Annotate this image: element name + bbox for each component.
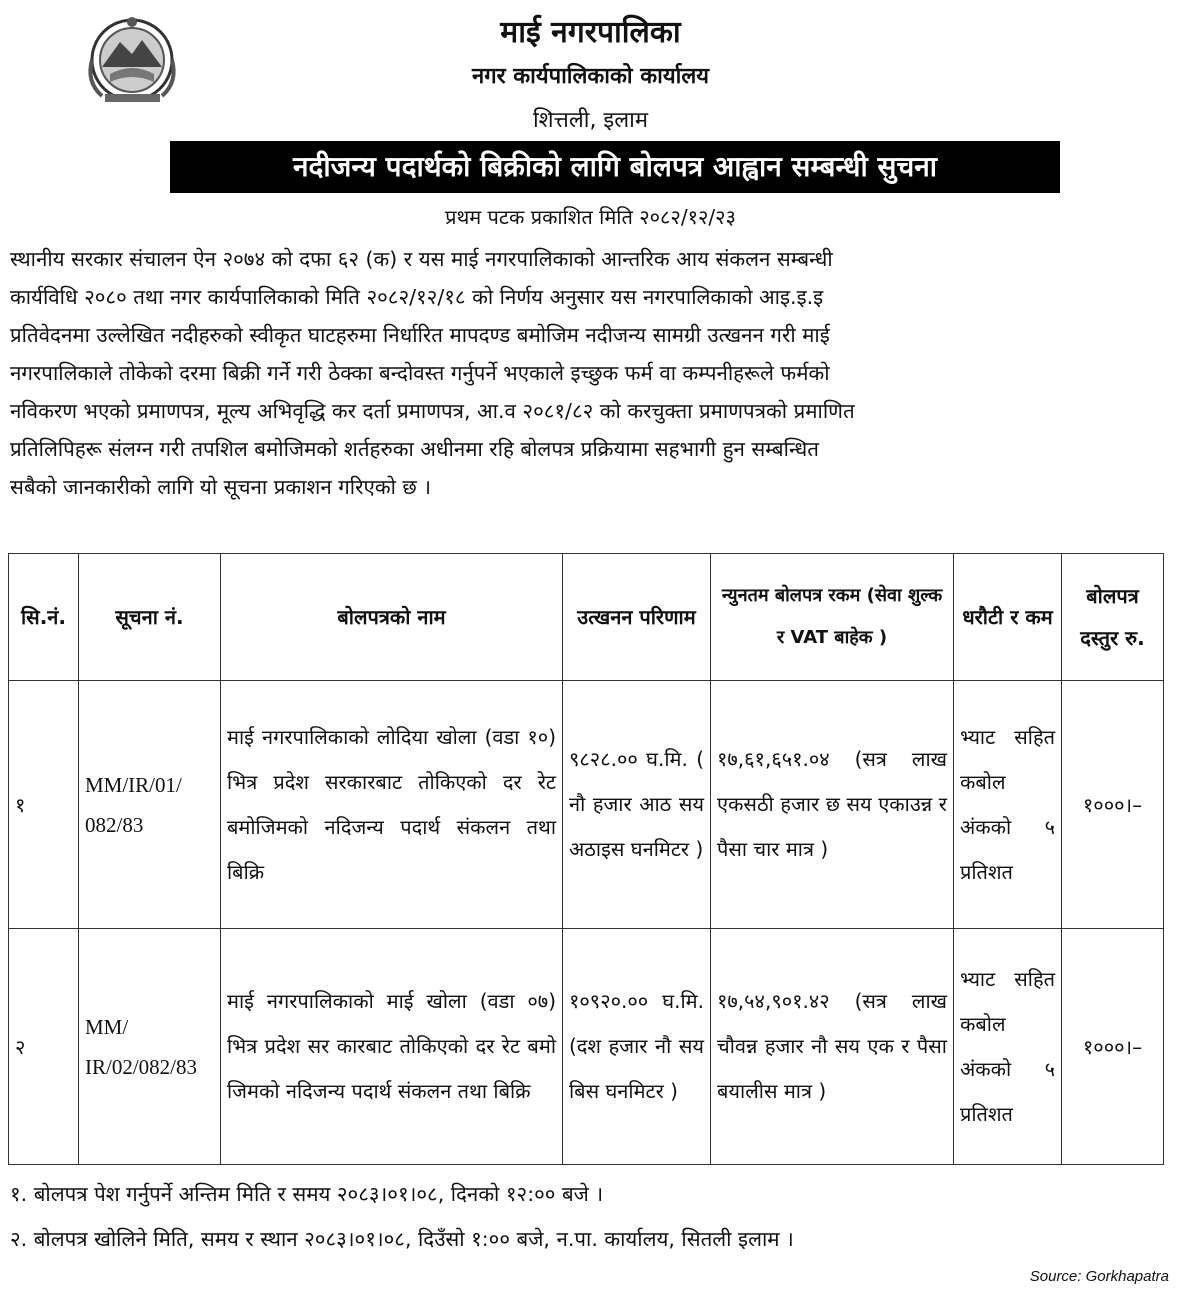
tender-table [8,553,1164,1165]
cell-tender-name: माई नगरपालिकाको लोदिया खोला (वडा १०) भित्र प्रदेश सरकारबाट तोकिएको दर रेट बमोजिमको नदिजन्य पदार्थ संकलन तथा बिक्रि [221,681,563,929]
body-line: सबैको जानकारीको लागि यो सूचना प्रकाशन गरिएको छ । [10,475,432,499]
body-line: नगरपालिकाले तोकेको दरमा बिक्री गर्ने गरी ठेक्का बन्दोवस्त गर्नुपर्ने भएकाले इच्छुक फर्म वा कम्पनीहरूले फर्मको [10,361,830,385]
publish-date: प्रथम पटक प्रकाशित मिति २०८२/१२/२३ [445,205,736,229]
office-location: शित्तली, इलाम [532,108,649,133]
body-line: प्रतिलिपिहरू संलग्न गरी तपशिल बमोजिमको शर्तहरुका अधीनमा रहि बोलपत्र प्रक्रियामा सहभागी हुन सम्बन्धित [10,437,819,461]
cell-sn: १ [9,681,79,929]
org-name: माई नगरपालिका [500,15,681,50]
col-header-tender-name: बोलपत्रको नाम [221,554,563,681]
body-line: प्रतिवेदनमा उल्लेखित नदीहरुको स्वीकृत घाटहरुमा निर्धारित मापदण्ड बमोजिम नदीजन्य सामग्री उत्खनन गरी माई [10,323,830,347]
table-row [9,929,1164,1165]
notes-list [10,1172,794,1262]
col-header-notice-no: सूचना नं. [79,554,221,681]
cell-quantity: १०९२०.०० घ.मि. (दश हजार नौ सय बिस घनमिटर ) [563,929,711,1165]
cell-deposit: भ्याट सहित कबोल अंकको ५ प्रतिशत [954,681,1062,929]
notice-title: नदीजन्य पदार्थको बिक्रीको लागि बोलपत्र आह्वान सम्बन्धी सुचना [170,141,1060,193]
col-header-deposit: धरौटी र कम [954,554,1062,681]
cell-notice-no: MM/IR/01/ 082/83 [79,681,221,929]
cell-fee: १०००।– [1062,681,1164,929]
table-header-row [9,554,1164,681]
cell-notice-no: MM/ IR/02/082/83 [79,929,221,1165]
cell-fee: १०००।– [1062,929,1164,1165]
cell-min-amount: १७,६१,६५१.०४ (सत्र लाख एकसठी हजार छ सय एकाउन्न र पैसा चार मात्र ) [711,681,954,929]
table-row [9,681,1164,929]
note-item: १. बोलपत्र पेश गर्नुपर्ने अन्तिम मिति र समय २०८३।०१।०८, दिनको १२:०० बजे । [10,1182,604,1206]
note-item: २. बोलपत्र खोलिने मिति, समय र स्थान २०८३।०१।०८, दिउँसो १:०० बजे, न.पा. कार्यालय, सितली इलाम । [10,1227,794,1251]
col-header-sn: सि.नं. [9,554,79,681]
body-line: नविकरण भएको प्रमाणपत्र, मूल्य अभिवृद्धि कर दर्ता प्रमाणपत्र, आ.व २०८१/८२ को करचुक्ता प्रमाणपत्रको प्रमाणित [10,399,855,423]
cell-deposit: भ्याट सहित कबोल अंकको ५ प्रतिशत [954,929,1062,1165]
col-header-quantity: उत्खनन परिणाम [563,554,711,681]
cell-quantity: ९८२८.०० घ.मि. ( नौ हजार आठ सय अठाइस घनमिटर ) [563,681,711,929]
cell-sn: २ [9,929,79,1165]
cell-min-amount: १७,५४,९०१.४२ (सत्र लाख चौवन्न हजार नौ सय एक र पैसा बयालीस मात्र ) [711,929,954,1165]
cell-tender-name: माई नगरपालिकाको माई खोला (वडा ०७) भित्र प्रदेश सर कारबाट तोकिएको दर रेट बमो जिमको नदिजन्य पदार्थ संकलन तथा बिक्रि [221,929,563,1165]
col-header-min-amount: न्युनतम बोलपत्र रकम (सेवा शुल्क र VAT बाहेक ) [711,554,954,681]
notice-body [10,240,1175,506]
col-header-fee: बोलपत्र दस्तुर रु. [1062,554,1164,681]
source-credit: Source: Gorkhapatra [1029,1268,1169,1285]
office-name: नगर कार्यपालिकाको कार्यालय [472,64,709,89]
body-line: स्थानीय सरकार संचालन ऐन २०७४ को दफा ६२ (क) र यस माई नगरपालिकाको आन्तरिक आय संकलन सम्बन्धी [10,247,833,271]
body-line: कार्यविधि २०८० तथा नगर कार्यपालिकाको मिति २०८२/१२/१८ को निर्णय अनुसार यस नगरपालिकाको आइ.इ.इ [10,285,824,309]
